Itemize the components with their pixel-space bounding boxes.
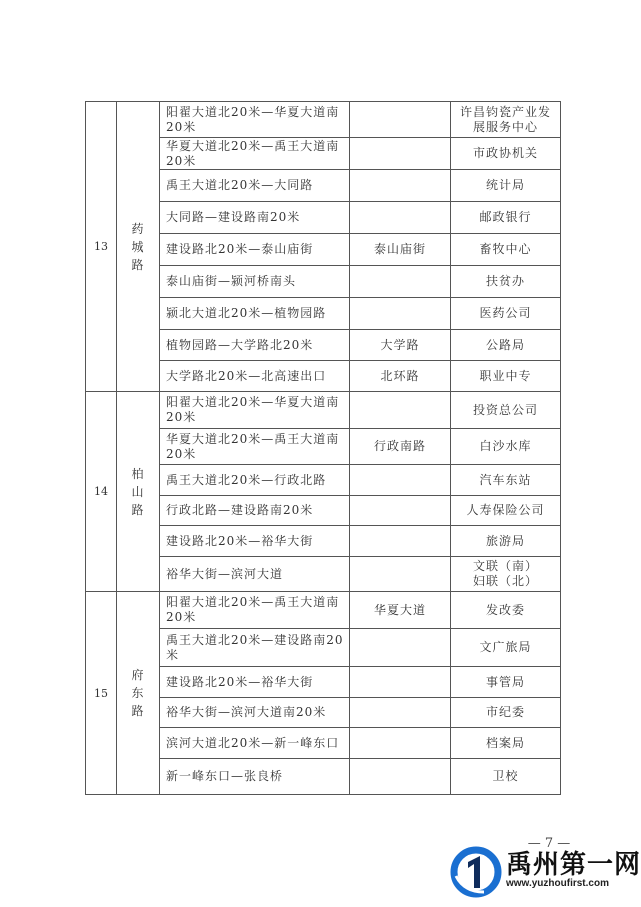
group-number: 13 [86, 102, 117, 392]
intersection-cell [350, 465, 451, 496]
unit-cell: 统计局 [451, 170, 561, 202]
section-cell: 泰山庙街—颍河桥南头 [160, 266, 350, 298]
road-name: 柏山路 [131, 466, 145, 517]
table-body [86, 102, 561, 795]
unit-cell: 医药公司 [451, 298, 561, 330]
unit-cell: 白沙水库 [451, 429, 561, 465]
unit-cell: 畜牧中心 [451, 234, 561, 266]
intersection-cell [350, 392, 451, 429]
road-name: 府东路 [131, 668, 145, 718]
section-cell: 颍北大道北20米—植物园路 [160, 298, 350, 330]
unit-cell: 人寿保险公司 [451, 496, 561, 526]
page-number: — 7 — [527, 836, 571, 851]
section-cell: 禹王大道北20米—建设路南20米 [160, 629, 350, 667]
intersection-cell [350, 557, 451, 592]
unit-cell: 市纪委 [451, 698, 561, 728]
intersection-cell: 华夏大道 [350, 592, 451, 629]
road-name-cell [117, 102, 160, 392]
section-cell: 阳翟大道北20米—华夏大道南20米 [160, 102, 350, 138]
intersection-cell [350, 298, 451, 330]
intersection-cell [350, 496, 451, 526]
unit-cell: 卫校 [451, 759, 561, 795]
unit-cell: 发改委 [451, 592, 561, 629]
watermark-url: www.yuzhoufirst.com [506, 878, 609, 889]
group-number: 15 [86, 592, 117, 795]
section-cell: 行政北路—建设路南20米 [160, 496, 350, 526]
section-cell: 阳翟大道北20米—禹王大道南20米 [160, 592, 350, 629]
unit-cell: 扶贫办 [451, 266, 561, 298]
section-cell: 建设路北20米—裕华大街 [160, 667, 350, 698]
unit-cell: 档案局 [451, 728, 561, 759]
section-cell: 阳翟大道北20米—华夏大道南20米 [160, 392, 350, 429]
table-row [86, 392, 561, 429]
watermark-title: 禹州第一网 [506, 850, 641, 880]
intersection-cell [350, 138, 451, 170]
road-name: 药城路 [131, 221, 145, 272]
unit-cell: 投资总公司 [451, 392, 561, 429]
unit-cell: 职业中专 [451, 361, 561, 392]
section-cell: 裕华大街—滨河大道南20米 [160, 698, 350, 728]
intersection-cell [350, 102, 451, 138]
intersection-cell [350, 759, 451, 795]
intersection-cell [350, 629, 451, 667]
unit-cell: 旅游局 [451, 526, 561, 557]
intersection-cell [350, 526, 451, 557]
section-cell: 植物园路—大学路北20米 [160, 330, 350, 361]
table-row [86, 102, 561, 138]
section-cell: 建设路北20米—裕华大街 [160, 526, 350, 557]
section-cell: 建设路北20米—泰山庙街 [160, 234, 350, 266]
intersection-cell: 北环路 [350, 361, 451, 392]
section-cell: 裕华大街—滨河大道 [160, 557, 350, 592]
intersection-cell: 大学路 [350, 330, 451, 361]
unit-cell: 事管局 [451, 667, 561, 698]
intersection-cell [350, 266, 451, 298]
unit-cell: 许昌钧瓷产业发展服务中心 [451, 102, 561, 138]
watermark [444, 840, 641, 902]
section-cell: 禹王大道北20米—大同路 [160, 170, 350, 202]
unit-cell: 邮政银行 [451, 202, 561, 234]
unit-cell: 市政协机关 [451, 138, 561, 170]
section-cell: 滨河大道北20米—新一峰东口 [160, 728, 350, 759]
intersection-cell [350, 728, 451, 759]
intersection-cell [350, 170, 451, 202]
section-cell: 华夏大道北20米—禹王大道南20米 [160, 429, 350, 465]
road-assignment-table [85, 101, 561, 795]
intersection-cell [350, 698, 451, 728]
section-cell: 大同路—建设路南20米 [160, 202, 350, 234]
intersection-cell: 泰山庙街 [350, 234, 451, 266]
intersection-cell [350, 667, 451, 698]
unit-cell: 汽车东站 [451, 465, 561, 496]
unit-cell: 文广旅局 [451, 629, 561, 667]
unit-cell: 文联（南） 妇联（北） [451, 557, 561, 592]
intersection-cell: 行政南路 [350, 429, 451, 465]
section-cell: 新一峰东口—张良桥 [160, 759, 350, 795]
group-number: 14 [86, 392, 117, 592]
section-cell: 禹王大道北20米—行政北路 [160, 465, 350, 496]
intersection-cell [350, 202, 451, 234]
section-cell: 华夏大道北20米—禹王大道南20米 [160, 138, 350, 170]
road-name-cell [117, 392, 160, 592]
unit-cell: 公路局 [451, 330, 561, 361]
table-row [86, 592, 561, 629]
site-logo-icon [450, 846, 502, 898]
section-cell: 大学路北20米—北高速出口 [160, 361, 350, 392]
road-name-cell [117, 592, 160, 795]
